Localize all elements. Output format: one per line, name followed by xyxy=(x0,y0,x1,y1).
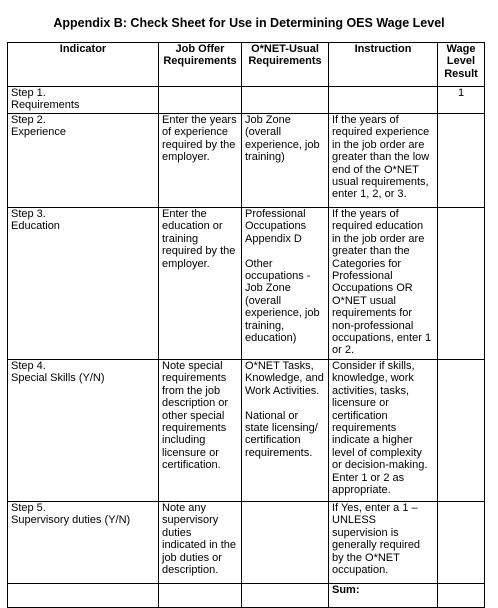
header-instruction: Instruction xyxy=(329,43,438,87)
indicator-cell: Step 4. Special Skills (Y/N) xyxy=(8,360,159,502)
onet-cell: O*NET Tasks, Knowledge, and Work Activities. National or state licensing/ certification requirements. xyxy=(242,360,329,502)
sum-row xyxy=(8,584,485,608)
table-row xyxy=(8,87,485,114)
header-wage-level: Wage Level Result xyxy=(438,43,485,87)
job-offer-cell: Note special requirements from the job description or other special requirements including licensure or certification. xyxy=(159,360,242,502)
table-row xyxy=(8,502,485,584)
instruction-cell: If Yes, enter a 1 – UNLESS supervision is generally required by the O*NET occupation. xyxy=(329,502,438,584)
indicator-cell: Step 3. Education xyxy=(8,208,159,360)
onet-cell: Job Zone (overall experience, job training) xyxy=(242,114,329,208)
instruction-cell: If the years of required experience in the job order are greater than the low end of the O*NET usual requirements, enter 1, 2, or 3. xyxy=(329,114,438,208)
header-onet: O*NET-Usual Requirements xyxy=(242,43,329,87)
indicator-cell: Step 2. Experience xyxy=(8,114,159,208)
sum-value-cell xyxy=(438,584,485,608)
result-cell xyxy=(438,360,485,502)
header-row xyxy=(8,43,485,87)
sum-blank-cell xyxy=(159,584,242,608)
header-job-offer: Job Offer Requirements xyxy=(159,43,242,87)
indicator-cell: Step 1. Requirements xyxy=(8,87,159,114)
result-cell xyxy=(438,114,485,208)
onet-cell xyxy=(242,87,329,114)
job-offer-cell xyxy=(159,87,242,114)
result-cell xyxy=(438,502,485,584)
table-row xyxy=(8,360,485,502)
job-offer-cell: Note any supervisory duties indicated in the job duties or description. xyxy=(159,502,242,584)
instruction-cell: Consider if skills, knowledge, work activities, tasks, licensure or certification requirements indicate a higher level of complexity or decision-making. Enter 1 or 2 as appropriate. xyxy=(329,360,438,502)
header-indicator: Indicator xyxy=(8,43,159,87)
sum-label: Sum: xyxy=(329,584,438,608)
job-offer-cell: Enter the education or training required by the employer. xyxy=(159,208,242,360)
job-offer-cell: Enter the years of experience required by the employer. xyxy=(159,114,242,208)
table-row xyxy=(8,114,485,208)
check-sheet-table xyxy=(7,42,485,608)
sum-blank-cell xyxy=(8,584,159,608)
result-cell: 1 xyxy=(438,87,485,114)
onet-cell xyxy=(242,502,329,584)
page-title: Appendix B: Check Sheet for Use in Determining OES Wage Level xyxy=(53,16,445,30)
onet-cell: Professional Occupations Appendix D Other occupations - Job Zone (overall experience, job training, education) xyxy=(242,208,329,360)
instruction-cell: If the years of required education in the job order are greater than the Categories for Professional Occupations OR O*NET usual requirements for non-professional occupations, enter 1 or 2. xyxy=(329,208,438,360)
indicator-cell: Step 5. Supervisory duties (Y/N) xyxy=(8,502,159,584)
table-row xyxy=(8,208,485,360)
sum-blank-cell xyxy=(242,584,329,608)
instruction-cell xyxy=(329,87,438,114)
result-cell xyxy=(438,208,485,360)
